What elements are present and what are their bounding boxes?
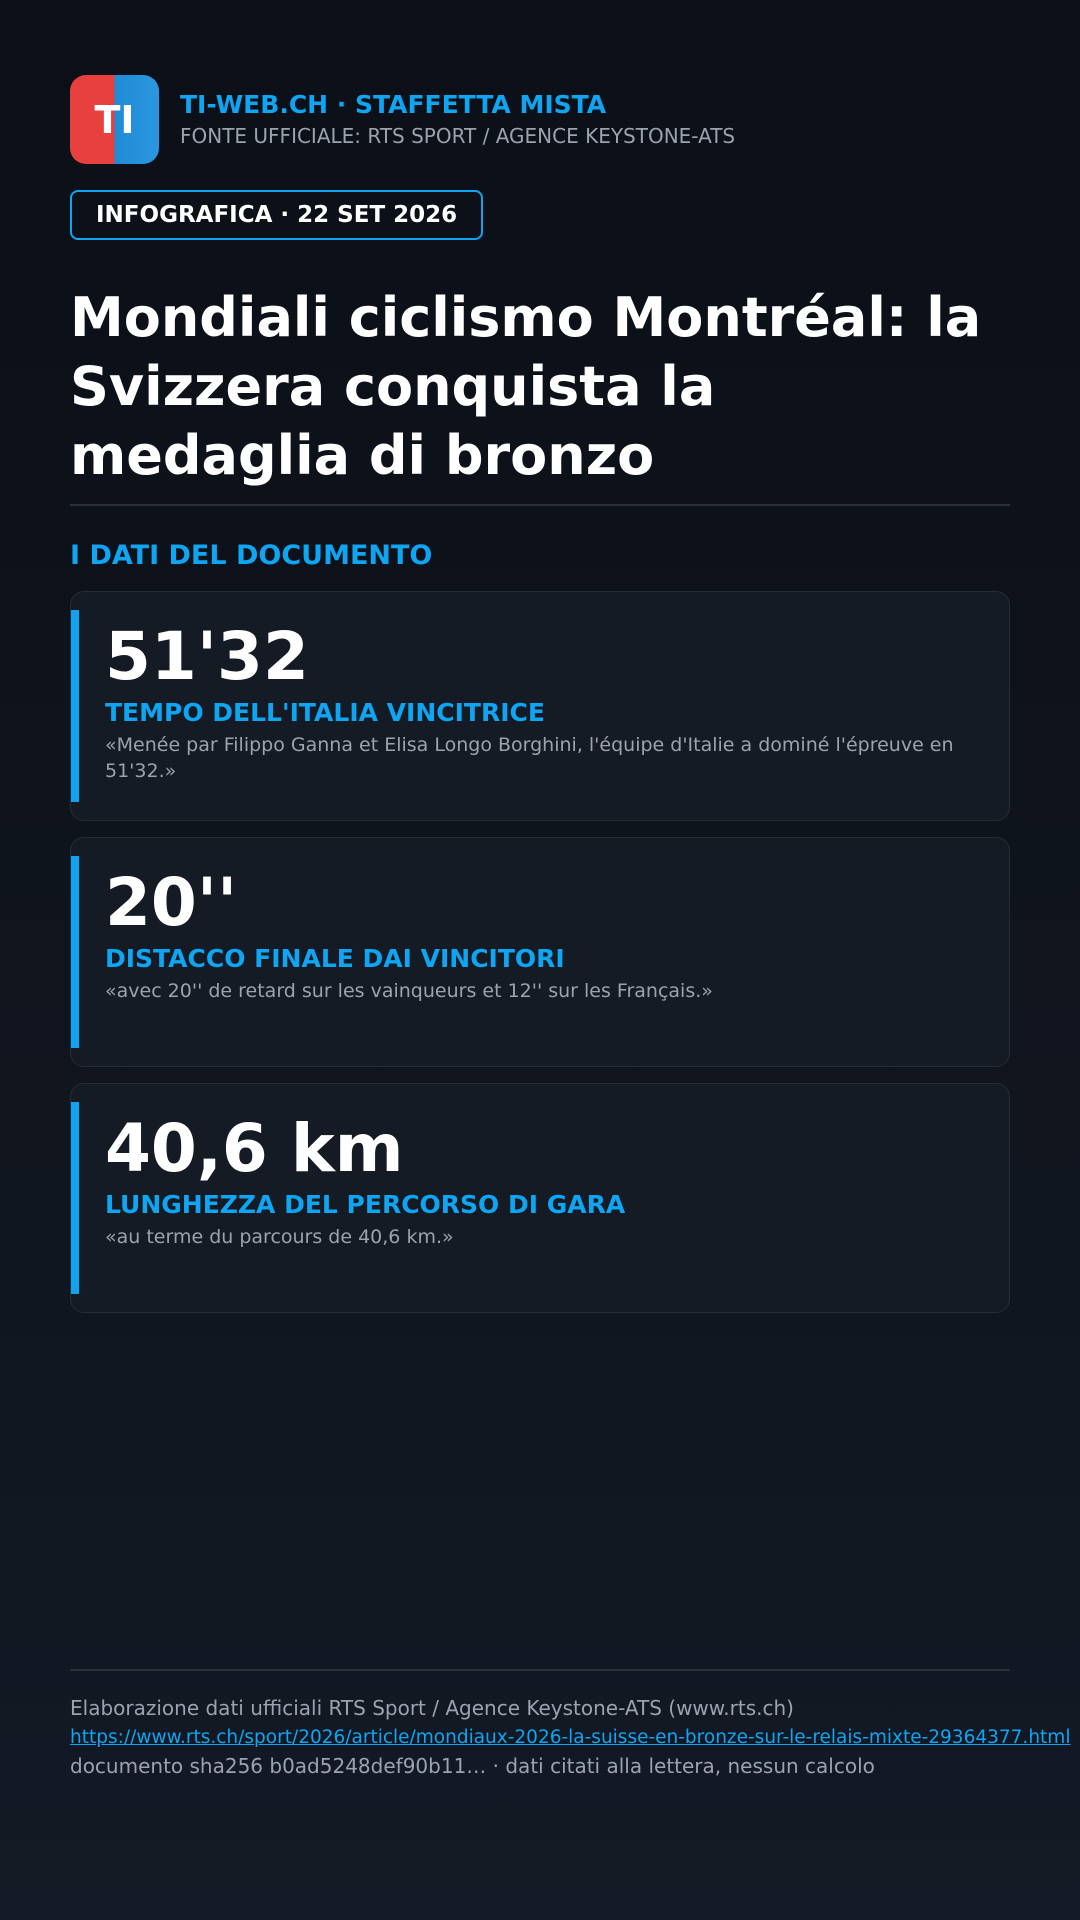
date-badge [70, 190, 483, 240]
footer-source: Elaborazione dati ufficiali RTS Sport / Agence Keystone-ATS (www.rts.ch) [70, 1696, 794, 1720]
stat-quote: «avec 20'' de retard sur les vainqueurs et 12'' sur les Français.» [105, 980, 713, 1002]
stat-quote: «au terme du parcours de 40,6 km.» [105, 1226, 454, 1248]
footer-divider [70, 1669, 1010, 1671]
stat-label: TEMPO DELL'ITALIA VINCITRICE [105, 698, 545, 727]
card-body [105, 618, 975, 784]
stat-card-course-length [70, 1083, 1010, 1313]
brand-text [180, 90, 735, 150]
stat-card-final-gap [70, 837, 1010, 1067]
divider [70, 504, 1010, 506]
card-accent-bar [71, 610, 79, 802]
stat-card-winner-time [70, 591, 1010, 821]
card-body [105, 1110, 975, 1250]
stat-value: 51'32 [105, 618, 309, 695]
source-link[interactable]: https://www.rts.ch/sport/2026/article/mondiaux-2026-la-suisse-en-bronze-sur-le-relais-mixte-29364377.html [70, 1727, 1071, 1748]
brand-source: FONTE UFFICIALE: RTS SPORT / AGENCE KEYSTONE-ATS [180, 123, 736, 148]
stat-label: LUNGHEZZA DEL PERCORSO DI GARA [105, 1190, 626, 1219]
stat-label: DISTACCO FINALE DAI VINCITORI [105, 944, 565, 973]
brand-logo [70, 75, 159, 164]
stat-quote: «Menée par Filippo Ganna et Elisa Longo Borghini, l'équipe d'Italie a dominé l'épreuve en 51'32.» [105, 734, 954, 782]
brand-header [70, 75, 735, 164]
stat-value: 20'' [105, 864, 238, 941]
footer-hash-note: documento sha256 b0ad5248def90b11… · dati citati alla lettera, nessun calcolo [70, 1754, 875, 1778]
footer [70, 1694, 1070, 1781]
infographic-page [70, 0, 1071, 1920]
date-badge-label: INFOGRAFICA · 22 SET 2026 [96, 202, 458, 228]
page-title: Mondiali ciclismo Montréal: la Svizzera conquista la medaglia di bronzo [70, 286, 982, 487]
logo-text: TI [94, 97, 135, 142]
card-body [105, 864, 975, 1004]
stat-value: 40,6 km [105, 1110, 404, 1187]
card-accent-bar [71, 856, 79, 1048]
brand-title: TI-WEB.CH · STAFFETTA MISTA [180, 89, 607, 119]
section-title: I DATI DEL DOCUMENTO [70, 540, 433, 571]
card-accent-bar [71, 1102, 79, 1294]
